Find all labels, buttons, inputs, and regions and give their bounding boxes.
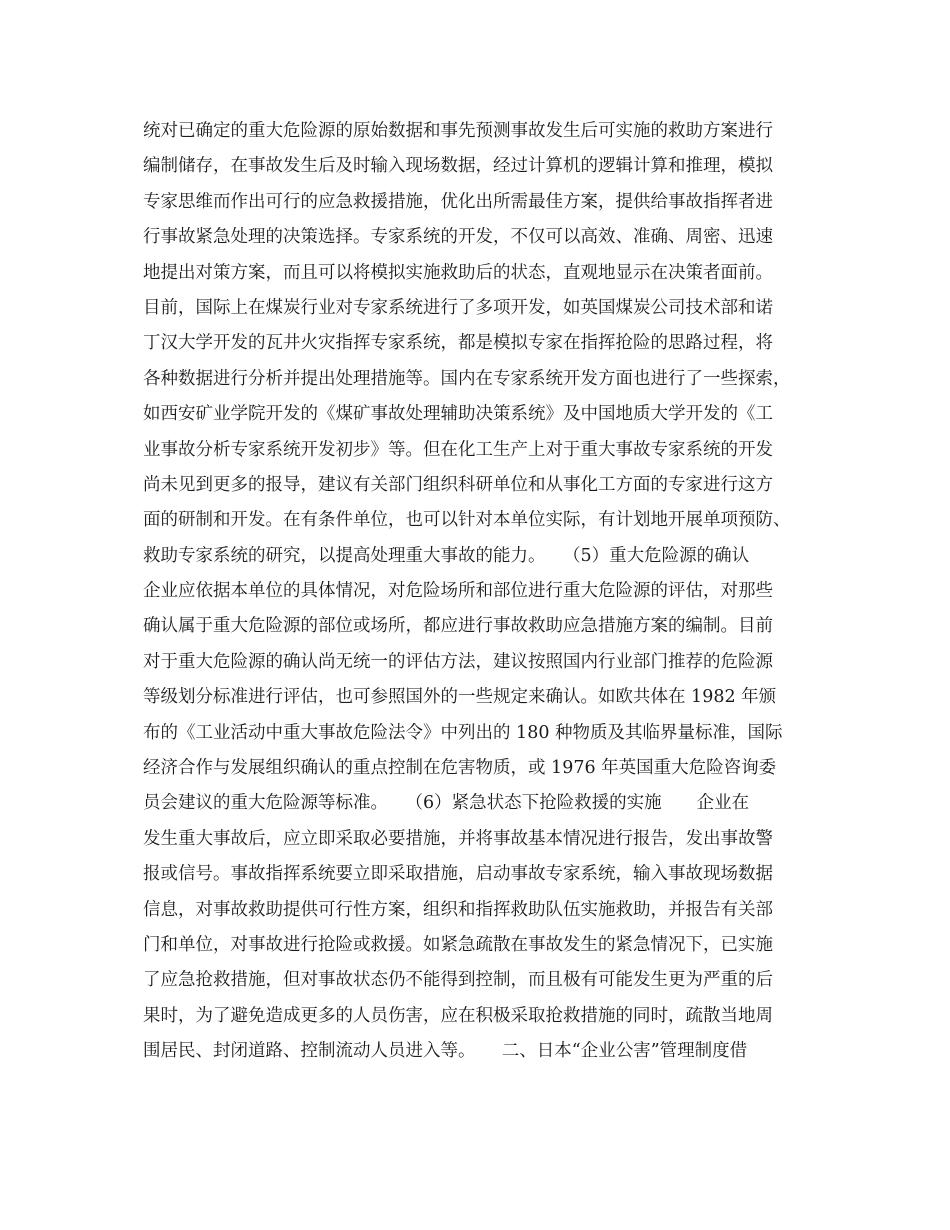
text-line: 地提出对策方案，而且可以将模拟实施救助后的状态，直观地显示在决策者面前。 xyxy=(143,262,773,283)
text-line: 员会建议的重大危险源等标准。 （6）紧急状态下抢险救援的实施 企业在 xyxy=(143,793,750,814)
text-line: 等级划分标准进行评估，也可参照国外的一些规定来确认。如欧共体在 1982 年颁 xyxy=(143,687,777,708)
text-line: 编制储存，在事故发生后及时输入现场数据，经过计算机的逻辑计算和推理，模拟 xyxy=(143,156,773,177)
text-line: 面的研制和开发。在有条件单位，也可以针对本单位实际，有计划地开展单项预防、 xyxy=(143,510,791,531)
text-line: 行事故紧急处理的决策选择。专家系统的开发，不仅可以高效、准确、周密、迅速 xyxy=(143,227,773,248)
text-line: 经济合作与发展组织确认的重点控制在危害物质，或 1976 年英国重大危险咨询委 xyxy=(143,758,777,779)
body-text xyxy=(143,114,815,1070)
text-line: 布的《工业活动中重大事故危险法令》中列出的 180 种物质及其临界量标准，国际 xyxy=(143,722,783,743)
text-line: 业事故分析专家系统开发初步》等。但在化工生产上对于重大事故专家系统的开发 xyxy=(143,439,773,460)
text-line: 信息，对事故救助提供可行性方案，组织和指挥救助队伍实施救助，并报告有关部 xyxy=(143,899,773,920)
text-line: 丁汉大学开发的瓦井火灾指挥专家系统，都是模拟专家在指挥抢险的思路过程，将 xyxy=(143,333,773,354)
text-line: 发生重大事故后，应立即采取必要措施，并将事故基本情况进行报告，发出事故警 xyxy=(143,828,773,849)
text-line: 确认属于重大危险源的部位或场所，都应进行事故救助应急措施方案的编制。目前 xyxy=(143,616,773,637)
text-line: 目前，国际上在煤炭行业对专家系统进行了多项开发，如英国煤炭公司技术部和诺 xyxy=(143,297,773,318)
text-line: 尚未见到更多的报导，建议有关部门组织科研单位和从事化工方面的专家进行这方 xyxy=(143,474,773,495)
text-line: 各种数据进行分析并提出处理措施等。国内在专家系统开发方面也进行了一些探索， xyxy=(143,368,791,389)
text-line: 如西安矿业学院开发的《煤矿事故处理辅助决策系统》及中国地质大学开发的《工 xyxy=(143,404,773,425)
text-line: 果时，为了避免造成更多的人员伤害，应在积极采取抢救措施的同时，疏散当地周 xyxy=(143,1005,773,1026)
text-line: 报或信号。事故指挥系统要立即采取措施，启动事故专家系统，输入事故现场数据 xyxy=(143,864,773,885)
text-line: 门和单位，对事故进行抢险或救援。如紧急疏散在事故发生的紧急情况下，已实施 xyxy=(143,934,773,955)
text-line: 对于重大危险源的确认尚无统一的评估方法，建议按照国内行业部门推荐的危险源 xyxy=(143,651,773,672)
text-line: 专家思维而作出可行的应急救援措施，优化出所需最佳方案，提供给事故指挥者进 xyxy=(143,191,773,212)
text-line: 了应急抢救措施，但对事故状态仍不能得到控制，而且极有可能发生更为严重的后 xyxy=(143,970,773,991)
text-line: 救助专家系统的研究，以提高处理重大事故的能力。 （5）重大危险源的确认 xyxy=(143,545,750,566)
text-line: 企业应依据本单位的具体情况，对危险场所和部位进行重大危险源的评估，对那些 xyxy=(143,581,773,602)
text-line: 统对已确定的重大危险源的原始数据和事先预测事故发生后可实施的救助方案进行 xyxy=(143,121,773,141)
text-line: 围居民、封闭道路、控制流动人员进入等。 二、日本“企业公害”管理制度借 xyxy=(143,1041,748,1062)
